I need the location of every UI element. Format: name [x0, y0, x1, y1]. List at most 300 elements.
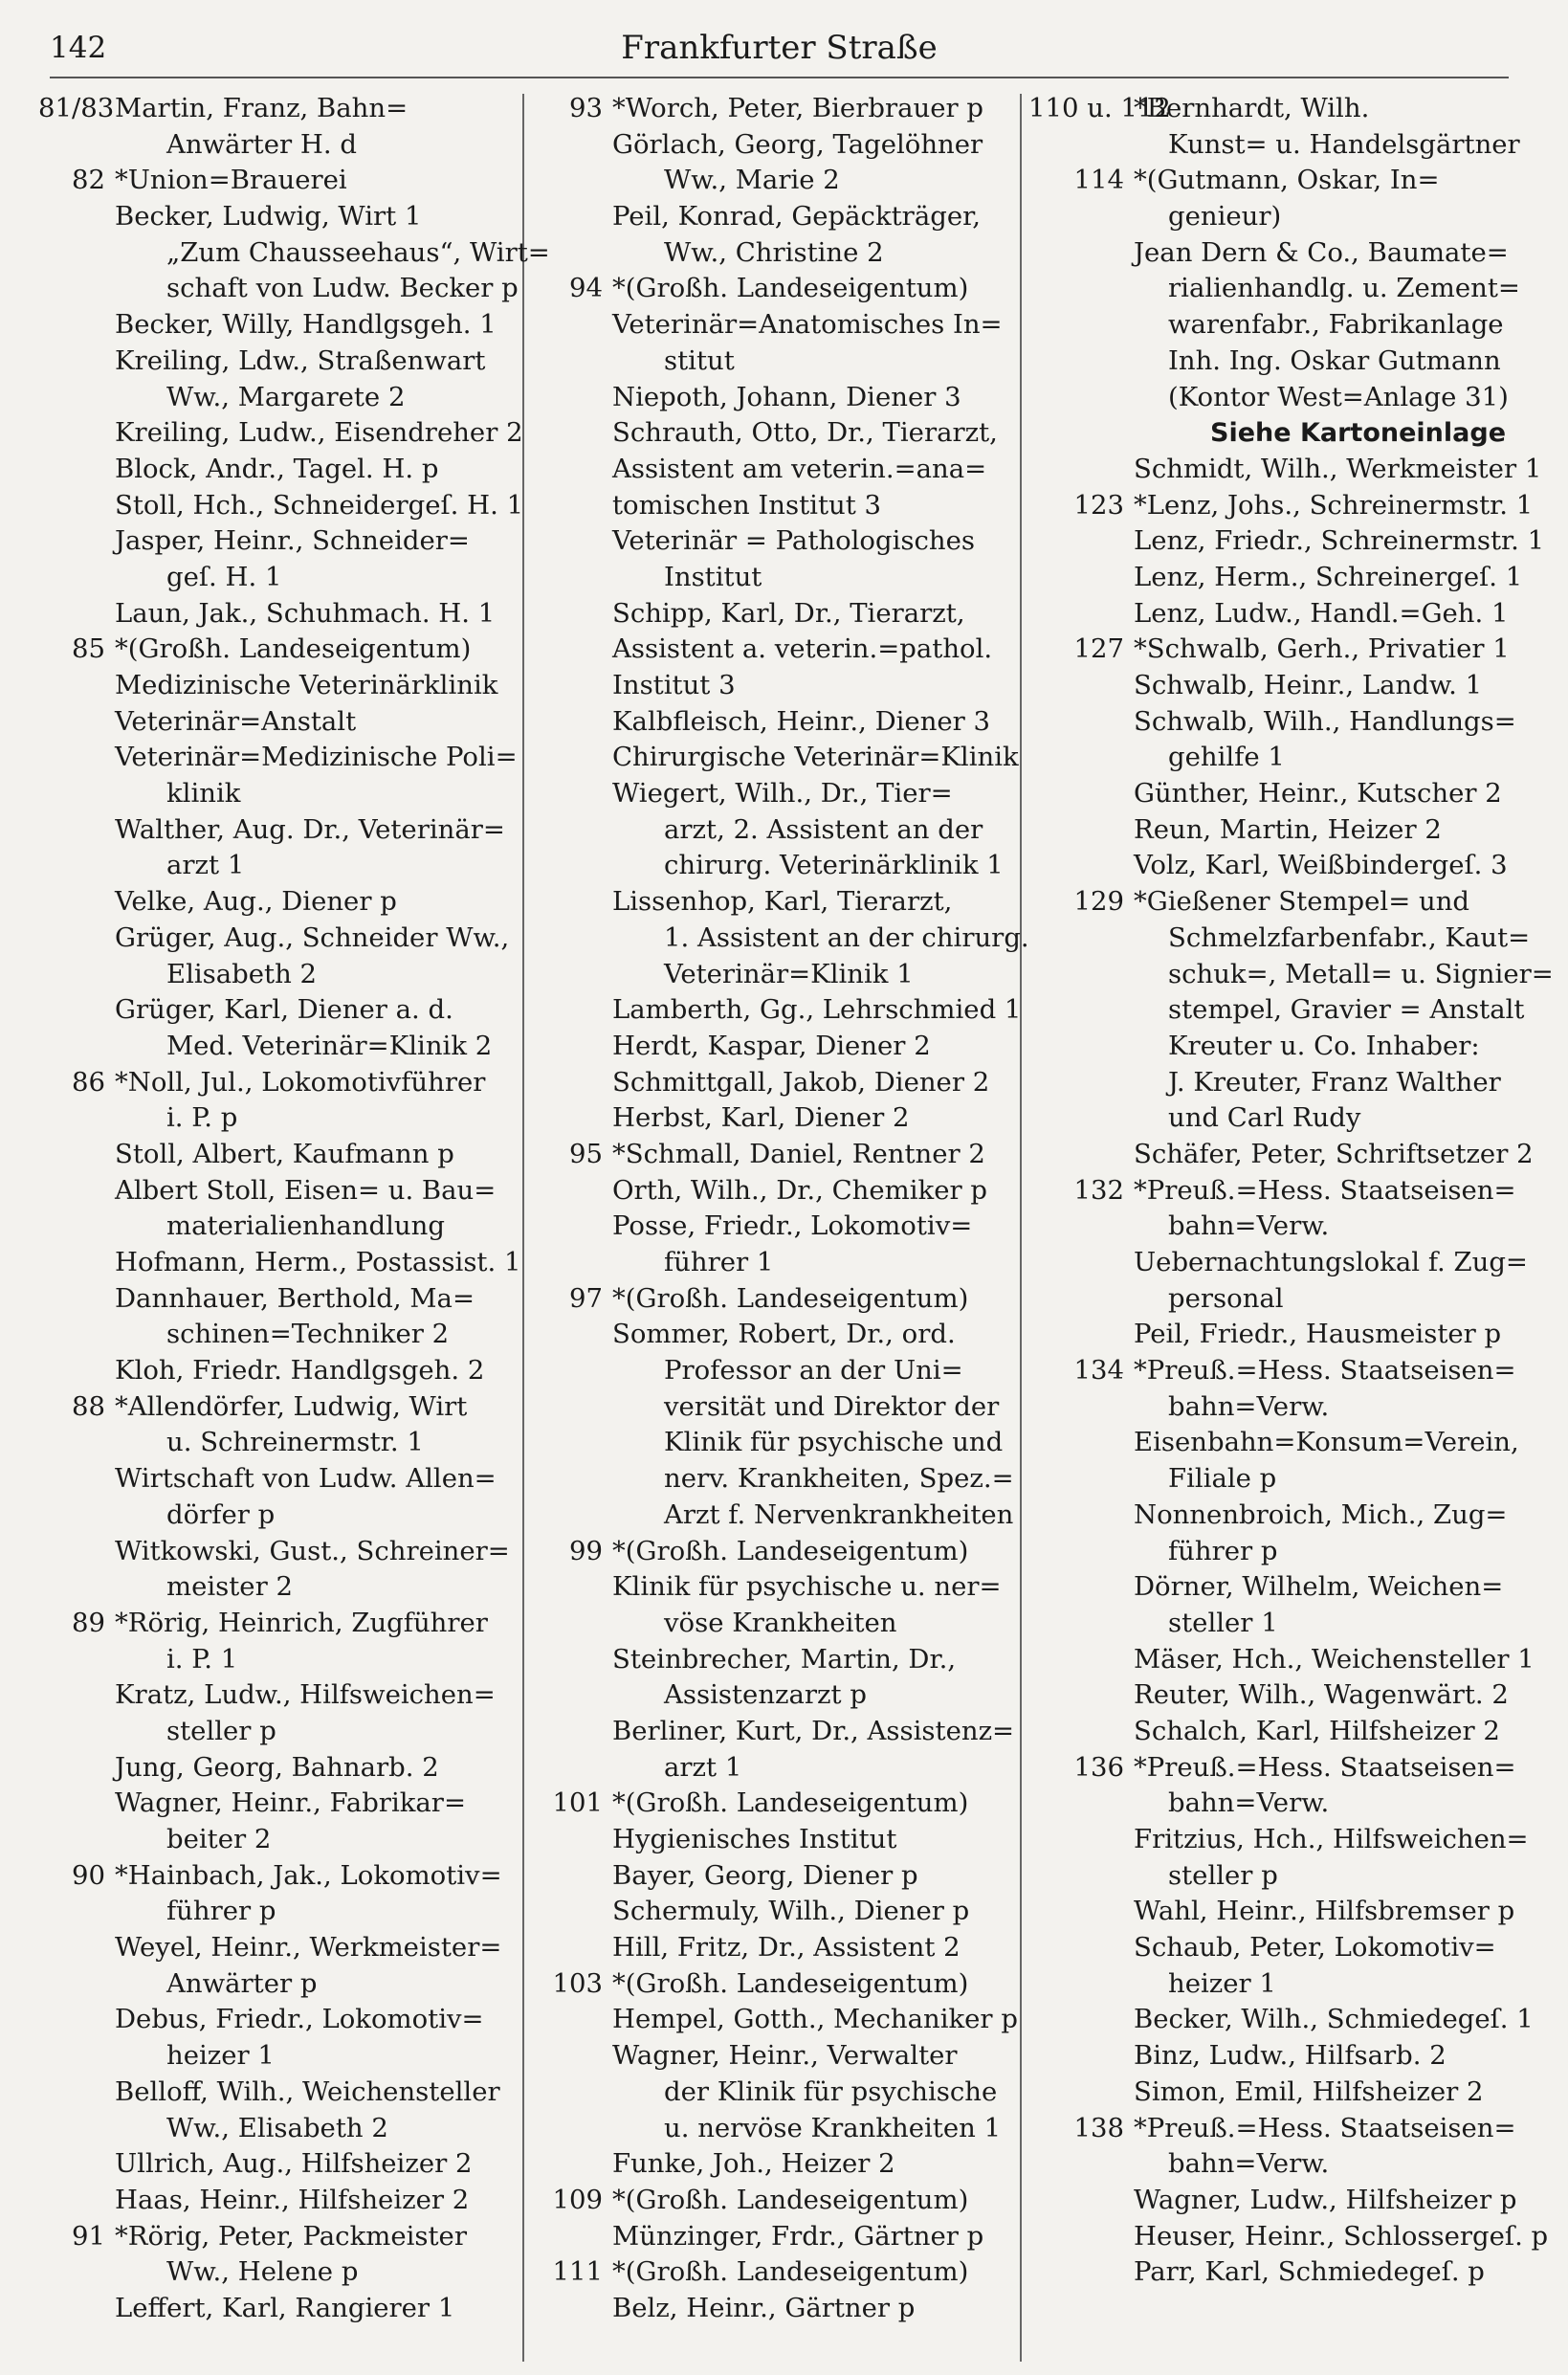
- entry-line: [38, 992, 509, 1029]
- entry-text: der Klinik für psychische: [664, 2075, 998, 2107]
- entry-text: Klinik für psychische und: [664, 1427, 1004, 1458]
- entry-line: [38, 199, 509, 235]
- house-number: 103: [552, 1967, 603, 1999]
- entry-text: Niepoth, Johann, Diener 3: [612, 381, 961, 412]
- entry-line: [536, 704, 1014, 741]
- entry-text: geſ. H. 1: [166, 561, 282, 592]
- entry-text: Schipp, Karl, Dr., Tierarzt,: [612, 597, 965, 629]
- entry-text: bahn=Verw.: [1168, 1787, 1330, 1819]
- entry-line: [1028, 271, 1520, 307]
- entry-text: Kreuter u. Co. Inhaber:: [1168, 1030, 1480, 1061]
- entry-line: [1028, 1534, 1512, 1570]
- entry-line: [536, 560, 1014, 596]
- entry-text: *(Gutmann, Oskar, In=: [1134, 165, 1440, 196]
- house-number: 85: [72, 633, 105, 665]
- entry-text: Parr, Karl, Schmiedegeſ. p: [1134, 2256, 1485, 2288]
- entry-text: Berliner, Kurt, Dr., Assistenz=: [612, 1715, 1015, 1746]
- entry-line: [1028, 452, 1542, 488]
- entry-line: [1028, 1425, 1519, 1461]
- entry-line: [1028, 2038, 1512, 2075]
- entry-line: [38, 1317, 509, 1353]
- house-number: 109: [552, 2184, 603, 2215]
- entry-line: [536, 415, 1014, 452]
- entry-text: Lissenhop, Karl, Tierarzt,: [612, 886, 953, 918]
- entry-text: steller p: [166, 1715, 276, 1746]
- entry-line: [1028, 1966, 1512, 2003]
- entry-text: chirurg. Veterinärklinik 1: [664, 850, 1004, 881]
- entry-text: Arzt f. Nervenkrankheiten: [664, 1498, 1014, 1530]
- entry-line: [1028, 523, 1545, 560]
- house-entry-line: [536, 1137, 1014, 1173]
- entry-line: [38, 957, 509, 993]
- entry-text: vöse Krankheiten: [664, 1607, 897, 1638]
- entry-line: [536, 1894, 1014, 1930]
- entry-line: [536, 523, 1014, 560]
- entry-text: Becker, Ludwig, Wirt 1: [115, 201, 422, 233]
- entry-text: warenfabr., Fabrikanlage: [1168, 309, 1504, 341]
- entry-line: [38, 415, 523, 452]
- entry-line: [1028, 1281, 1512, 1318]
- entry-text: Anwärter p: [166, 1967, 318, 1999]
- entry-text: rialienhandlg. u. Zement=: [1168, 273, 1520, 304]
- entry-text: Ullrich, Aug., Hilfsheizer 2: [115, 2148, 473, 2180]
- house-number: 134: [1073, 1355, 1124, 1387]
- entry-line: [38, 1642, 509, 1678]
- entry-line: [536, 127, 1014, 164]
- entry-line: [38, 2146, 509, 2183]
- house-number: 138: [1073, 2112, 1124, 2143]
- entry-line: [38, 1281, 509, 1318]
- entry-text: Schwalb, Heinr., Landw. 1: [1134, 670, 1483, 700]
- entry-text: materialienhandlung: [166, 1210, 445, 1242]
- entry-text: Schermuly, Wilh., Diener p: [612, 1896, 970, 1927]
- entry-line: [38, 1425, 509, 1461]
- entry-text: Wahl, Heinr., Hilfsbremser p: [1134, 1896, 1515, 1927]
- entry-text: i. P. 1: [166, 1643, 238, 1675]
- entry-text: Fritzius, Hch., Hilfsweichen=: [1134, 1824, 1529, 1854]
- house-entry-line: [536, 1534, 1014, 1570]
- entry-text: Weyel, Heinr., Werkmeister=: [115, 1932, 502, 1964]
- house-number: 110 u. 112: [1028, 93, 1171, 123]
- entry-text: Hill, Fritz, Dr., Assistent 2: [612, 1932, 961, 1964]
- entry-text: Mäser, Hch., Weichensteller 1: [1134, 1643, 1535, 1675]
- entry-line: [38, 1534, 509, 1570]
- entry-line: [536, 884, 1014, 921]
- entry-line: [38, 1569, 509, 1606]
- house-number: 99: [569, 1535, 603, 1566]
- entry-line: [38, 380, 509, 416]
- entry-text: meister 2: [166, 1571, 293, 1603]
- entry-line: [536, 1498, 1014, 1534]
- entry-line: [536, 1317, 1014, 1353]
- entry-text: steller 1: [1168, 1607, 1278, 1638]
- house-entry-line: [536, 91, 1014, 127]
- entry-line: [536, 1822, 1014, 1858]
- entry-text: bahn=Verw.: [1168, 2148, 1330, 2180]
- entry-text: Laun, Jak., Schuhmach. H. 1: [115, 597, 496, 629]
- entry-line: [1028, 848, 1512, 884]
- column-right: [1028, 91, 1554, 2359]
- house-entry-line: [1028, 1173, 1516, 1210]
- entry-line: [536, 488, 1014, 524]
- entry-text: Orth, Wilh., Dr., Chemiker p: [612, 1174, 987, 1206]
- entry-text: Schmelzfarbenfabr., Kaut=: [1168, 921, 1531, 953]
- house-entry-line: [38, 1858, 509, 1895]
- entry-text: *(Großh. Landeseigentum): [612, 1787, 969, 1819]
- house-entry-line: [1028, 1750, 1516, 1787]
- entry-text: *(Großh. Landeseigentum): [612, 1535, 969, 1566]
- entry-text: Ww., Marie 2: [664, 165, 840, 196]
- header-rule: [50, 77, 1509, 78]
- entry-text: nerv. Krankheiten, Spez.=: [664, 1463, 1014, 1495]
- entry-text: Lenz, Herm., Schreinergeſ. 1: [1134, 561, 1523, 592]
- entry-line: [536, 1065, 1014, 1101]
- entry-text: *Schwalb, Gerh., Privatier 1: [1134, 633, 1510, 665]
- entry-line: [38, 523, 509, 560]
- column-left: [38, 91, 550, 2359]
- entry-line: [38, 488, 524, 524]
- entry-text: Anwärter H. d: [166, 128, 357, 160]
- entry-text: Hygienisches Institut: [612, 1824, 897, 1854]
- entry-text: Münzinger, Frdr., Gärtner p: [612, 2220, 984, 2252]
- house-number: 90: [72, 1859, 105, 1891]
- entry-line: [1028, 1677, 1512, 1714]
- entry-line: [38, 1498, 509, 1534]
- entry-text: bahn=Verw.: [1168, 1390, 1330, 1422]
- entry-line: [1028, 1894, 1515, 1930]
- entry-line: [38, 2291, 509, 2327]
- entry-text: Hofmann, Herm., Postassist. 1: [115, 1247, 521, 1277]
- house-number: 136: [1073, 1751, 1124, 1783]
- entry-text: *Schmall, Daniel, Rentner 2: [612, 1138, 985, 1169]
- entry-line: [1028, 1714, 1512, 1750]
- entry-text: Reuter, Wilh., Wagenwärt. 2: [1134, 1679, 1509, 1711]
- entry-text: klinik: [166, 778, 241, 810]
- entry-text: Schaub, Peter, Lokomotiv=: [1134, 1932, 1496, 1964]
- entry-line: [38, 2002, 509, 2038]
- entry-line: [38, 271, 519, 307]
- entry-text: heizer 1: [166, 2040, 275, 2072]
- entry-line: [1028, 560, 1523, 596]
- entry-line: [1028, 1822, 1529, 1858]
- entry-text: Simon, Emil, Hilfsheizer 2: [1134, 2075, 1484, 2107]
- entry-text: Stoll, Hch., Schneidergeſ. H. 1: [115, 489, 524, 521]
- entry-line: [1028, 1461, 1512, 1498]
- house-number: 111: [552, 2256, 603, 2288]
- entry-line: [1028, 812, 1512, 849]
- entry-line: [38, 921, 509, 957]
- entry-text: Kreiling, Ludw., Eisendreher 2: [115, 417, 523, 449]
- entry-text: steller p: [1168, 1859, 1278, 1891]
- entry-line: [38, 1137, 509, 1173]
- house-entry-line: [38, 2219, 509, 2255]
- entry-text: *Lenz, Johs., Schreinermstr. 1: [1134, 489, 1534, 521]
- entry-line: [38, 1894, 509, 1930]
- entry-text: Schwalb, Wilh., Handlungs=: [1134, 705, 1516, 737]
- entry-text: Schalch, Karl, Hilfsheizer 2: [1134, 1715, 1500, 1746]
- entry-line: [536, 1461, 1014, 1498]
- entry-text: Herdt, Kaspar, Diener 2: [612, 1030, 931, 1061]
- column-divider: [1020, 94, 1022, 2362]
- entry-text: 1. Assistent an der chirurg.: [664, 921, 1029, 953]
- entry-text: Institut 3: [612, 670, 736, 700]
- entry-text: *Preuß.=Hess. Staatseisen=: [1134, 1174, 1516, 1206]
- entry-text: Wiegert, Wilh., Dr., Tier=: [612, 778, 953, 810]
- entry-text: Inh. Ing. Oskar Gutmann: [1168, 344, 1501, 376]
- entry-line: [536, 2075, 1014, 2111]
- entry-text: Veterinär=Medizinische Poli=: [115, 742, 518, 773]
- house-number: 91: [72, 2220, 105, 2252]
- entry-text: genieur): [1168, 201, 1282, 233]
- house-entry-line: [38, 1389, 509, 1426]
- entry-line: [536, 1930, 1014, 1966]
- entry-line: [536, 307, 1014, 344]
- entry-line: [536, 1714, 1014, 1750]
- house-number: 86: [72, 1066, 105, 1098]
- entry-text: u. Schreinermstr. 1: [166, 1427, 424, 1458]
- entry-text: *Hainbach, Jak., Lokomotiv=: [115, 1859, 502, 1891]
- entry-line: [38, 740, 518, 776]
- entry-text: Walther, Aug. Dr., Veterinär=: [115, 813, 505, 845]
- house-number: 95: [569, 1138, 603, 1169]
- entry-text: Wagner, Heinr., Fabrikar=: [115, 1787, 466, 1819]
- entry-text: Schrauth, Otto, Dr., Tierarzt,: [612, 417, 998, 449]
- house-entry-line: [38, 91, 509, 127]
- entry-text: Kloh, Friedr. Handlgsgeh. 2: [115, 1355, 485, 1387]
- entry-text: bahn=Verw.: [1168, 1210, 1330, 1242]
- entry-text: Sommer, Robert, Dr., ord.: [612, 1319, 956, 1350]
- entry-line: [1028, 992, 1525, 1029]
- entry-line: [1028, 596, 1512, 633]
- entry-line: [536, 1389, 1014, 1426]
- entry-line: [536, 921, 1029, 957]
- entry-line: [536, 812, 1014, 849]
- entry-line: [536, 2002, 1018, 2038]
- entry-text: Jung, Georg, Bahnarb. 2: [115, 1751, 439, 1783]
- entry-line: [536, 163, 1014, 199]
- house-entry-line: [536, 1281, 1014, 1318]
- house-entry-line: [536, 1786, 1014, 1822]
- entry-line: [1028, 2219, 1549, 2255]
- entry-text: Debus, Friedr., Lokomotiv=: [115, 2004, 484, 2035]
- entry-text: beiter 2: [166, 1824, 272, 1854]
- entry-text: Medizinische Veterinärklinik: [115, 670, 498, 700]
- entry-line: [38, 1714, 509, 1750]
- entry-text: Ww., Helene p: [166, 2256, 359, 2288]
- entry-text: Wagner, Heinr., Verwalter: [612, 2040, 958, 2072]
- entry-line: [536, 199, 1014, 235]
- street-title: Frankfurter Straße: [621, 29, 938, 67]
- entry-text: und Carl Rudy: [1168, 1102, 1361, 1134]
- entry-line: [1028, 1858, 1512, 1895]
- entry-line: [536, 235, 1014, 272]
- entry-line: [38, 1930, 509, 1966]
- entry-line: [1028, 2002, 1534, 2038]
- entry-line: [38, 127, 509, 164]
- entry-text: *(Großh. Landeseigentum): [612, 273, 969, 304]
- house-number: 94: [569, 273, 603, 304]
- entry-line: [536, 1353, 1014, 1389]
- entry-line: [38, 1173, 509, 1210]
- entry-text: Peil, Konrad, Gepäckträger,: [612, 201, 981, 233]
- entry-text: Wagner, Ludw., Hilfsheizer p: [1134, 2184, 1517, 2215]
- entry-text: gehilfe 1: [1168, 742, 1285, 773]
- entry-text: stempel, Gravier = Anstalt: [1168, 994, 1525, 1026]
- entry-text: Velke, Aug., Diener p: [115, 886, 397, 918]
- house-entry-line: [536, 271, 1014, 307]
- entry-text: Institut: [664, 561, 762, 592]
- entry-text: *(Großh. Landeseigentum): [612, 2256, 969, 2288]
- entry-line: [536, 2111, 1014, 2147]
- entry-text: Görlach, Georg, Tagelöhner: [612, 128, 983, 160]
- entry-text: heizer 1: [1168, 1967, 1276, 1999]
- entry-line: [1028, 1317, 1512, 1353]
- entry-text: *Bernhardt, Wilh.: [1134, 93, 1370, 123]
- house-entry-line: [536, 2254, 1014, 2291]
- house-number: 129: [1073, 886, 1124, 918]
- entry-text: arzt, 2. Assistent an der: [664, 813, 983, 845]
- house-entry-line: [1028, 632, 1512, 668]
- entry-text: versität und Direktor der: [664, 1390, 1000, 1422]
- page-header: [50, 21, 1509, 78]
- entry-text: Günther, Heinr., Kutscher 2: [1134, 778, 1502, 810]
- entry-text: Lamberth, Gg., Lehrschmied 1: [612, 994, 1022, 1026]
- entry-text: Belloff, Wilh., Weichensteller: [115, 2075, 500, 2107]
- entry-text: Filiale p: [1168, 1463, 1277, 1495]
- entry-line: [1028, 740, 1512, 776]
- entry-line: [38, 704, 509, 741]
- house-number: 132: [1073, 1174, 1124, 1206]
- entry-line: [38, 452, 509, 488]
- entry-text: Assistenzarzt p: [664, 1679, 867, 1711]
- entry-text: Professor an der Uni=: [664, 1355, 963, 1387]
- entry-text: Veterinär = Pathologisches: [612, 525, 975, 557]
- entry-text: Hempel, Gotth., Mechaniker p: [612, 2004, 1018, 2035]
- house-entry-line: [38, 1606, 509, 1642]
- entry-line: [38, 668, 509, 704]
- entry-text: Uebernachtungslokal f. Zug=: [1134, 1247, 1528, 1277]
- entry-line: [38, 2038, 509, 2075]
- entry-line: [38, 1822, 509, 1858]
- house-entry-line: [38, 1065, 509, 1101]
- entry-text: Peil, Friedr., Hausmeister p: [1134, 1319, 1502, 1350]
- entry-text: Klinik für psychische u. ner=: [612, 1571, 1002, 1603]
- entry-text: schuk=, Metall= u. Signier=: [1168, 958, 1554, 989]
- entry-text: Ww., Christine 2: [664, 236, 884, 268]
- entry-text: tomischen Institut 3: [612, 489, 882, 521]
- entry-line: [1028, 1065, 1512, 1101]
- entry-text: Lenz, Ludw., Handl.=Geh. 1: [1134, 597, 1509, 629]
- house-entry-line: [38, 632, 509, 668]
- entry-line: [536, 1750, 1014, 1787]
- entry-text: Veterinär=Klinik 1: [664, 958, 914, 989]
- entry-text: dörfer p: [166, 1498, 276, 1530]
- entry-line: [536, 740, 1019, 776]
- entry-line: [1028, 1209, 1512, 1245]
- entry-text: schaft von Ludw. Becker p: [166, 273, 519, 304]
- entry-text: *Noll, Jul., Lokomotivführer: [115, 1066, 486, 1098]
- entry-text: Nonnenbroich, Mich., Zug=: [1134, 1498, 1508, 1530]
- entry-line: [38, 812, 509, 849]
- entry-line: [1028, 1498, 1512, 1534]
- entry-line: [1028, 1930, 1512, 1966]
- entry-text: Volz, Karl, Weißbindergeſ. 3: [1134, 850, 1508, 881]
- entry-text: Herbst, Karl, Diener 2: [612, 1102, 910, 1134]
- entry-line: [38, 596, 509, 633]
- entry-text: *(Großh. Landeseigentum): [612, 2184, 969, 2215]
- entry-line: [1028, 344, 1512, 380]
- entry-text: *Preuß.=Hess. Staatseisen=: [1134, 2112, 1516, 2143]
- entry-line: [1028, 2075, 1512, 2111]
- entry-text: Becker, Willy, Handlgsgeh. 1: [115, 309, 497, 341]
- entry-line: [536, 848, 1014, 884]
- entry-line: [38, 2075, 509, 2111]
- entry-line: [1028, 235, 1512, 272]
- entry-text: Assistent a. veterin.=pathol.: [612, 633, 993, 665]
- house-number: 93: [569, 93, 603, 123]
- house-entry-line: [1028, 1353, 1516, 1389]
- entry-text: arzt 1: [664, 1751, 742, 1783]
- entry-line: [1028, 307, 1512, 344]
- entry-text: Ww., Margarete 2: [166, 381, 406, 412]
- entry-text: Block, Andr., Tagel. H. p: [115, 453, 439, 484]
- entry-line: [38, 776, 509, 812]
- entry-line: [38, 1353, 509, 1389]
- entry-text: i. P. p: [166, 1102, 238, 1134]
- entry-line: [1028, 1786, 1512, 1822]
- entry-text: Jean Dern & Co., Baumate=: [1134, 236, 1509, 268]
- entry-line: [38, 1750, 509, 1787]
- entry-text: Veterinär=Anatomisches In=: [612, 309, 1003, 341]
- entry-text: Veterinär=Anstalt: [115, 705, 357, 737]
- entry-text: Belz, Heinr., Gärtner p: [612, 2292, 916, 2323]
- house-number: 97: [569, 1282, 603, 1314]
- entry-line: [1028, 668, 1512, 704]
- entry-line: [1028, 127, 1520, 164]
- entry-line: [38, 1966, 509, 2003]
- entry-line: [38, 2183, 509, 2219]
- entry-line: [536, 1245, 1014, 1281]
- entry-line: [38, 1245, 521, 1281]
- entry-line: [536, 1642, 1014, 1678]
- house-number: 101: [552, 1787, 603, 1819]
- entry-text: Chirurgische Veterinär=Klinik: [612, 742, 1019, 773]
- entry-line: [1028, 957, 1554, 993]
- entry-text: Ww., Elisabeth 2: [166, 2112, 388, 2143]
- entry-text: führer 1: [664, 1247, 774, 1277]
- entry-line: [1028, 1389, 1512, 1426]
- house-number: 82: [72, 165, 105, 196]
- entry-text: Witkowski, Gust., Schreiner=: [115, 1535, 510, 1566]
- entry-text: Med. Veterinär=Klinik 2: [166, 1030, 493, 1061]
- entry-line: [536, 1677, 1014, 1714]
- entry-text: *(Großh. Landeseigentum): [115, 633, 472, 665]
- entry-line: [536, 632, 1014, 668]
- entry-text: Schmittgall, Jakob, Diener 2: [612, 1066, 990, 1098]
- see-insert-note: Siehe Kartoneinlage: [1210, 418, 1506, 449]
- entry-line: [536, 1606, 1014, 1642]
- entry-line: [1028, 921, 1531, 957]
- entry-text: Dannhauer, Berthold, Ma=: [115, 1282, 475, 1314]
- entry-line: [1028, 1245, 1528, 1281]
- entry-line: [536, 1209, 1014, 1245]
- entry-text: J. Kreuter, Franz Walther: [1168, 1066, 1501, 1098]
- entry-line: [38, 307, 509, 344]
- house-number: 114: [1073, 165, 1124, 196]
- entry-text: Funke, Joh., Heizer 2: [612, 2148, 895, 2180]
- entry-text: Albert Stoll, Eisen= u. Bau=: [115, 1174, 497, 1206]
- entry-text: *Union=Brauerei: [115, 165, 347, 196]
